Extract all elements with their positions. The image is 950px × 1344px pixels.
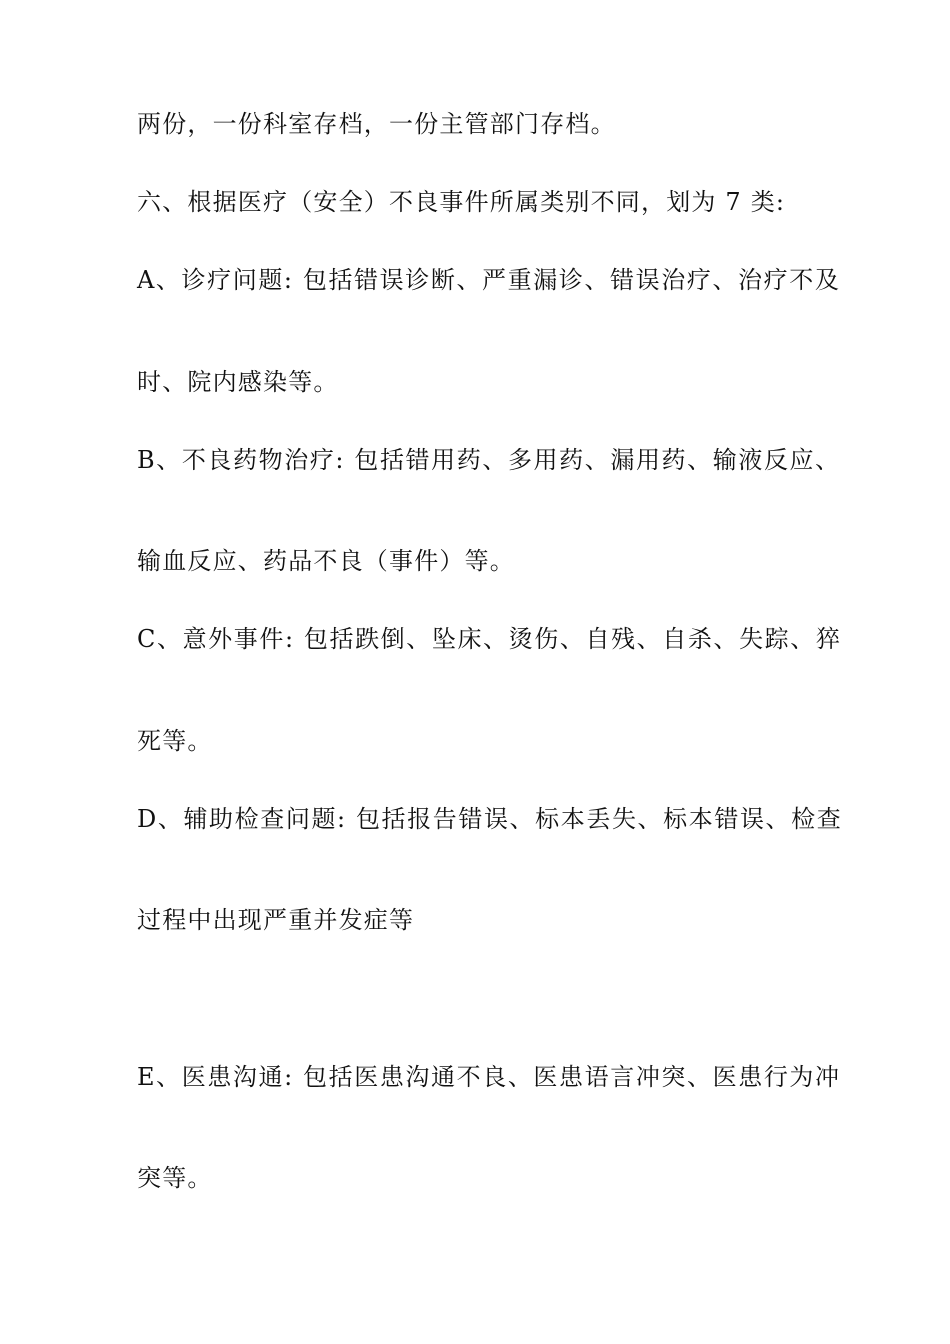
text-line-category-b: B、不良药物治疗: 包括错用药、多用药、漏用药、输液反应、 xyxy=(137,446,841,474)
text-line-category-d-cont: 过程中出现严重并发症等 xyxy=(137,906,415,934)
text-line-category-c-cont: 死等。 xyxy=(137,727,213,755)
text-line-copies: 两份，一份科室存档，一份主管部门存档。 xyxy=(137,110,616,138)
text-line-category-a-cont: 时、院内感染等。 xyxy=(137,368,339,396)
text-line-category-a: A、诊疗问题: 包括错误诊断、严重漏诊、错误治疗、治疗不及 xyxy=(137,266,841,294)
text-line-section-six: 六、根据医疗（安全）不良事件所属类别不同，划为 7 类: xyxy=(137,188,786,216)
text-line-category-d: D、辅助检查问题: 包括报告错误、标本丢失、标本错误、检查 xyxy=(137,805,843,833)
text-line-category-b-cont: 输血反应、药品不良（事件）等。 xyxy=(137,547,515,575)
text-line-category-c: C、意外事件: 包括跌倒、坠床、烫伤、自残、自杀、失踪、猝 xyxy=(137,625,842,653)
text-line-category-e: E、医患沟通: 包括医患沟通不良、医患语言冲突、医患行为冲 xyxy=(137,1063,841,1091)
text-line-category-e-cont: 突等。 xyxy=(137,1164,213,1192)
